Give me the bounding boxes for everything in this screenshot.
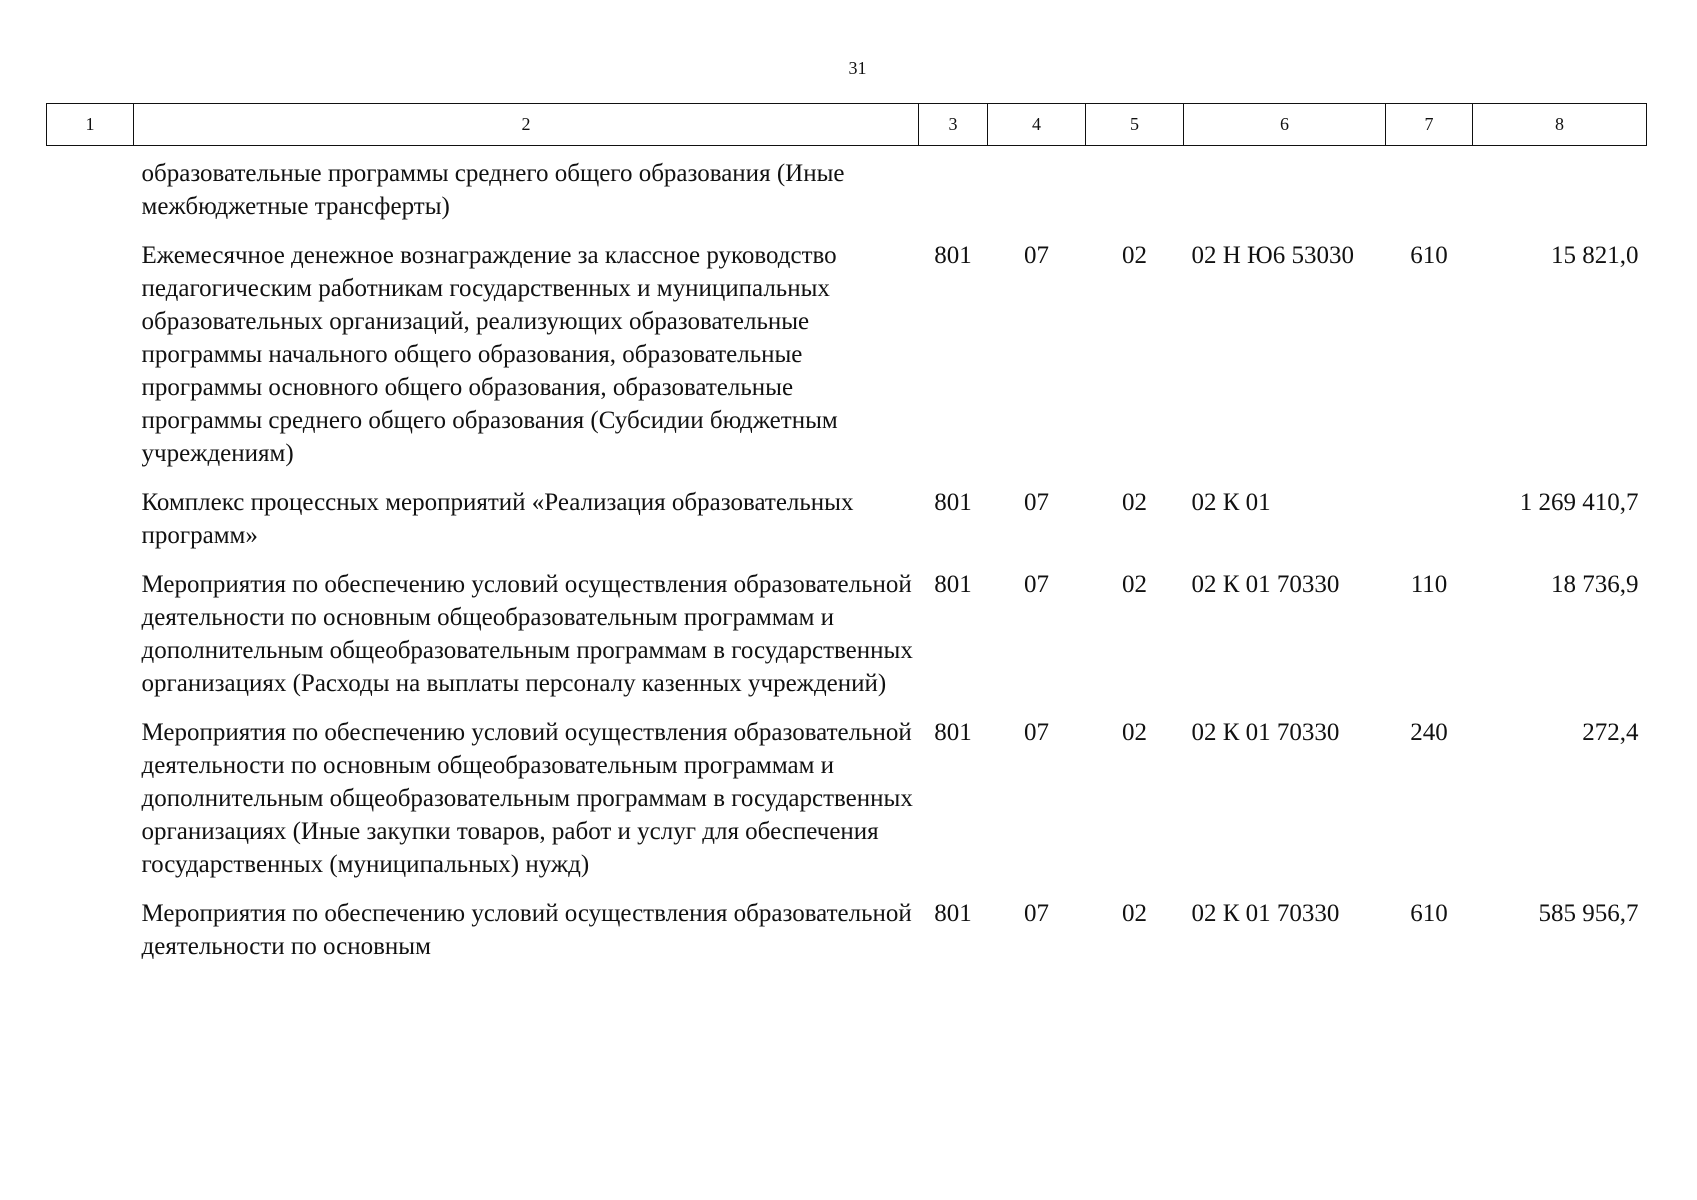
row-col-1 [47, 486, 134, 568]
table-row [47, 897, 1647, 979]
row-col-6: 02 К 01 70330 [1191, 719, 1340, 746]
row-col-5: 02 [1122, 242, 1147, 269]
row-col-7: 240 [1410, 719, 1448, 746]
row-col-6: 02 К 01 [1191, 489, 1271, 516]
row-description: Ежемесячное денежное вознаграждение за классное руководство педагогическим работникам государственных и муниципальных образовательных организаций, реализующих образовательные программы начального общего образования, образовательные программы основного общего образования, образовательные программы среднего общего образования (Субсидии бюджетным учреждениям) [141, 242, 838, 467]
row-col-4 [988, 146, 1086, 240]
row-col-4: 07 [1024, 242, 1049, 269]
row-col-4: 07 [1024, 900, 1049, 927]
header-col-5: 5 [1086, 104, 1184, 146]
budget-table-container [46, 103, 1646, 979]
row-description: Мероприятия по обеспечению условий осуществления образовательной деятельности по основным общеобразовательным программам и дополнительным общеобразовательным программам в государственных организациях (Расходы на выплаты персоналу казенных учреждений) [141, 571, 913, 697]
row-col-8: 18 736,9 [1551, 571, 1639, 598]
row-col-8: 585 956,7 [1538, 900, 1639, 927]
table-row [47, 568, 1647, 716]
header-col-4: 4 [988, 104, 1086, 146]
row-col-7 [1386, 146, 1473, 240]
row-col-8: 272,4 [1582, 719, 1639, 746]
row-col-6: 02 К 01 70330 [1191, 571, 1340, 598]
row-description: Комплекс процессных мероприятий «Реализация образовательных программ» [141, 489, 854, 549]
row-col-4: 07 [1024, 489, 1049, 516]
header-col-3: 3 [919, 104, 988, 146]
row-col-1 [47, 146, 134, 240]
row-col-3: 801 [934, 900, 972, 927]
row-col-1 [47, 897, 134, 979]
row-col-4: 07 [1024, 571, 1049, 598]
row-col-8: 1 269 410,7 [1519, 489, 1639, 516]
table-header [47, 104, 1647, 146]
row-col-6 [1184, 146, 1386, 240]
row-col-5: 02 [1122, 719, 1147, 746]
row-col-8 [1473, 146, 1647, 240]
row-description: образовательные программы среднего общего образования (Иные межбюджетные трансферты) [141, 160, 845, 220]
row-col-1 [47, 568, 134, 716]
row-col-3: 801 [934, 719, 972, 746]
table-row [47, 486, 1647, 568]
row-col-7 [1386, 486, 1473, 568]
header-col-7: 7 [1386, 104, 1473, 146]
header-row [47, 104, 1647, 146]
row-col-1 [47, 239, 134, 486]
table-row [47, 239, 1647, 486]
row-col-7: 610 [1410, 900, 1448, 927]
table-row [47, 716, 1647, 897]
row-col-3 [919, 146, 988, 240]
row-description: Мероприятия по обеспечению условий осуществления образовательной деятельности по основным общеобразовательным программам и дополнительным общеобразовательным программам в государственных организациях (Иные закупки товаров, работ и услуг для обеспечения государственных (муниципальных) нужд) [141, 719, 913, 878]
header-col-1: 1 [47, 104, 134, 146]
table-body [47, 146, 1647, 980]
row-col-3: 801 [934, 571, 972, 598]
row-col-1 [47, 716, 134, 897]
row-col-5: 02 [1122, 489, 1147, 516]
row-col-3: 801 [934, 242, 972, 269]
row-description: Мероприятия по обеспечению условий осуществления образовательной деятельности по основным [141, 900, 912, 960]
table-row [47, 146, 1647, 240]
row-col-4: 07 [1024, 719, 1049, 746]
header-col-2: 2 [134, 104, 919, 146]
page-number: 31 [848, 58, 867, 78]
budget-table [46, 103, 1647, 979]
row-col-7: 110 [1410, 571, 1448, 598]
row-col-5: 02 [1122, 571, 1147, 598]
row-col-6: 02 К 01 70330 [1191, 900, 1340, 927]
row-col-6: 02 Н Ю6 53030 [1191, 242, 1354, 269]
row-col-8: 15 821,0 [1551, 242, 1639, 269]
row-col-5 [1086, 146, 1184, 240]
row-col-3: 801 [934, 489, 972, 516]
header-col-8: 8 [1473, 104, 1647, 146]
header-col-6: 6 [1184, 104, 1386, 146]
row-col-5: 02 [1122, 900, 1147, 927]
row-col-7: 610 [1410, 242, 1448, 269]
